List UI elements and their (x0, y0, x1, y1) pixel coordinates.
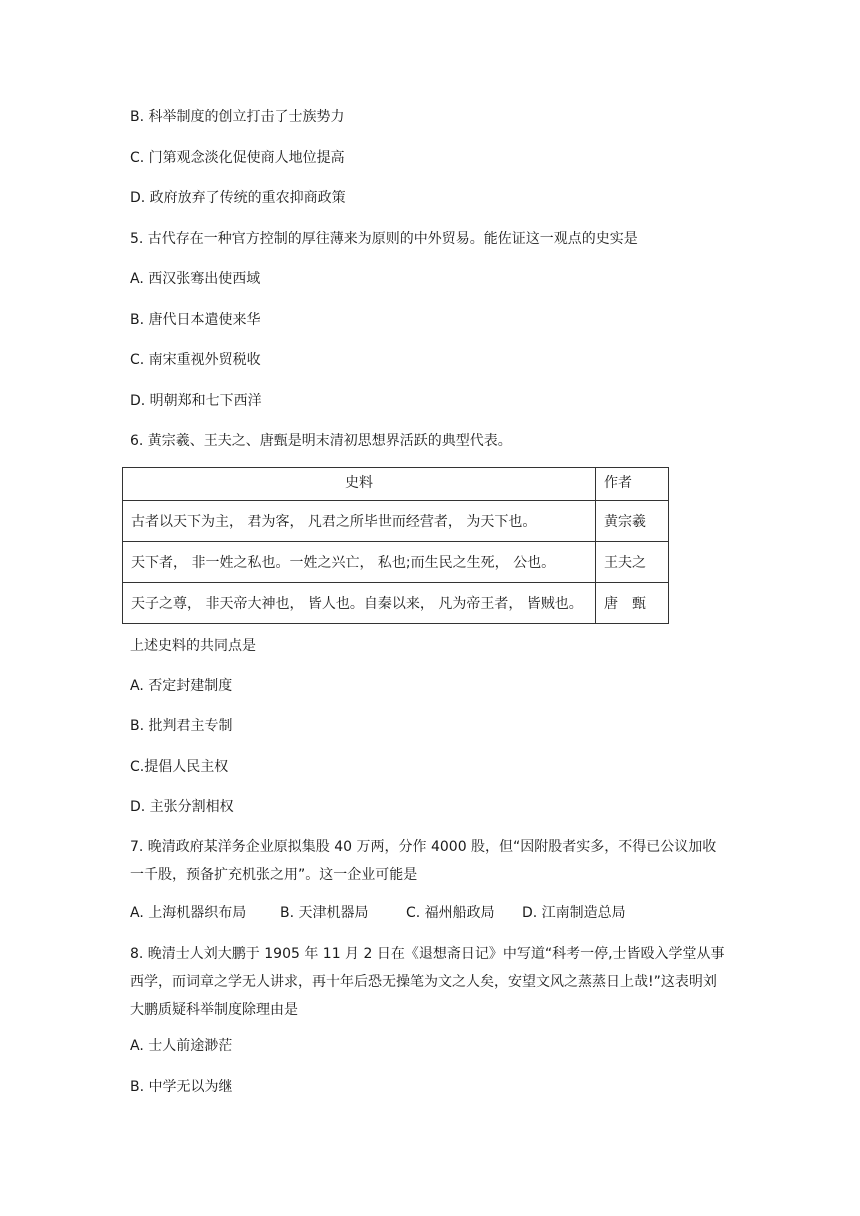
q6-source-table (122, 467, 669, 624)
q5-option-a: A. 西汉张骞出使西域 (130, 271, 261, 287)
header-source: 史料 (123, 468, 596, 501)
q6-option-a: A. 否定封建制度 (130, 678, 233, 694)
q8-stem: 8. 晚清士人刘大鹏于 1905 年 11 月 2 日在《退想斋日记》中写道“科考一停,士皆殴入学堂从事西学，而词章之学无人讲求，再十年后恐无操笔为文之人矣，安望文风之蒸蒸日上哉!”这表明刘大鹏质疑科举制度除理由是 (130, 946, 725, 1018)
author-name: 黄宗羲 (596, 501, 669, 542)
q5-option-c: C. 南宋重视外贸税收 (130, 352, 261, 368)
q4-option-c: C. 门第观念淡化促使商人地位提高 (130, 150, 345, 166)
q6-option-c: C.提倡人民主权 (130, 759, 229, 775)
source-text: 天子之尊， 非天帝大神也， 皆人也。自秦以来， 凡为帝王者， 皆贼也。 (123, 583, 596, 624)
q5-stem: 5. 古代存在一种官方控制的厚往薄来为原则的中外贸易。能佐证这一观点的史实是 (130, 231, 638, 247)
table-header-row (123, 468, 669, 501)
table-row (123, 542, 669, 583)
header-author: 作者 (596, 468, 669, 501)
table-row (123, 583, 669, 624)
q8-option-a: A. 士人前途渺茫 (130, 1038, 233, 1054)
q6-option-b: B. 批判君主专制 (130, 718, 233, 734)
q7-option-c: C. 福州船政局 (406, 905, 495, 921)
q7-option-a: A. 上海机器织布局 (130, 905, 247, 921)
author-name: 王夫之 (596, 542, 669, 583)
source-text: 古者以天下为主， 君为客， 凡君之所毕世而经营者， 为天下也。 (123, 501, 596, 542)
q4-option-b: B. 科举制度的创立打击了士族势力 (130, 109, 345, 125)
q5-option-b: B. 唐代日本遣使来华 (130, 312, 261, 328)
q7-stem: 7. 晚清政府某洋务企业原拟集股 40 万两，分作 4000 股，但“因附股者实多，不得已公议加收一千股，预备扩充机张之用”。这一企业可能是 (130, 839, 717, 883)
q7-options (130, 903, 626, 923)
q7-option-d: D. 江南制造总局 (522, 905, 626, 921)
q8-option-b: B. 中学无以为继 (130, 1079, 233, 1095)
q7-option-b: B. 天津机器局 (280, 905, 369, 921)
source-text: 天下者， 非一姓之私也。一姓之兴亡， 私也;而生民之生死， 公也。 (123, 542, 596, 583)
author-name: 唐甄 (596, 583, 669, 624)
q6-option-d: D. 主张分割相权 (130, 799, 234, 815)
q5-option-d: D. 明朝郑和七下西洋 (130, 393, 262, 409)
q6-question: 上述史料的共同点是 (130, 638, 256, 654)
q4-option-d: D. 政府放弃了传统的重农抑商政策 (130, 190, 346, 206)
table-row (123, 501, 669, 542)
q6-stem: 6. 黄宗羲、王夫之、唐甄是明末清初思想界活跃的典型代表。 (130, 433, 512, 449)
